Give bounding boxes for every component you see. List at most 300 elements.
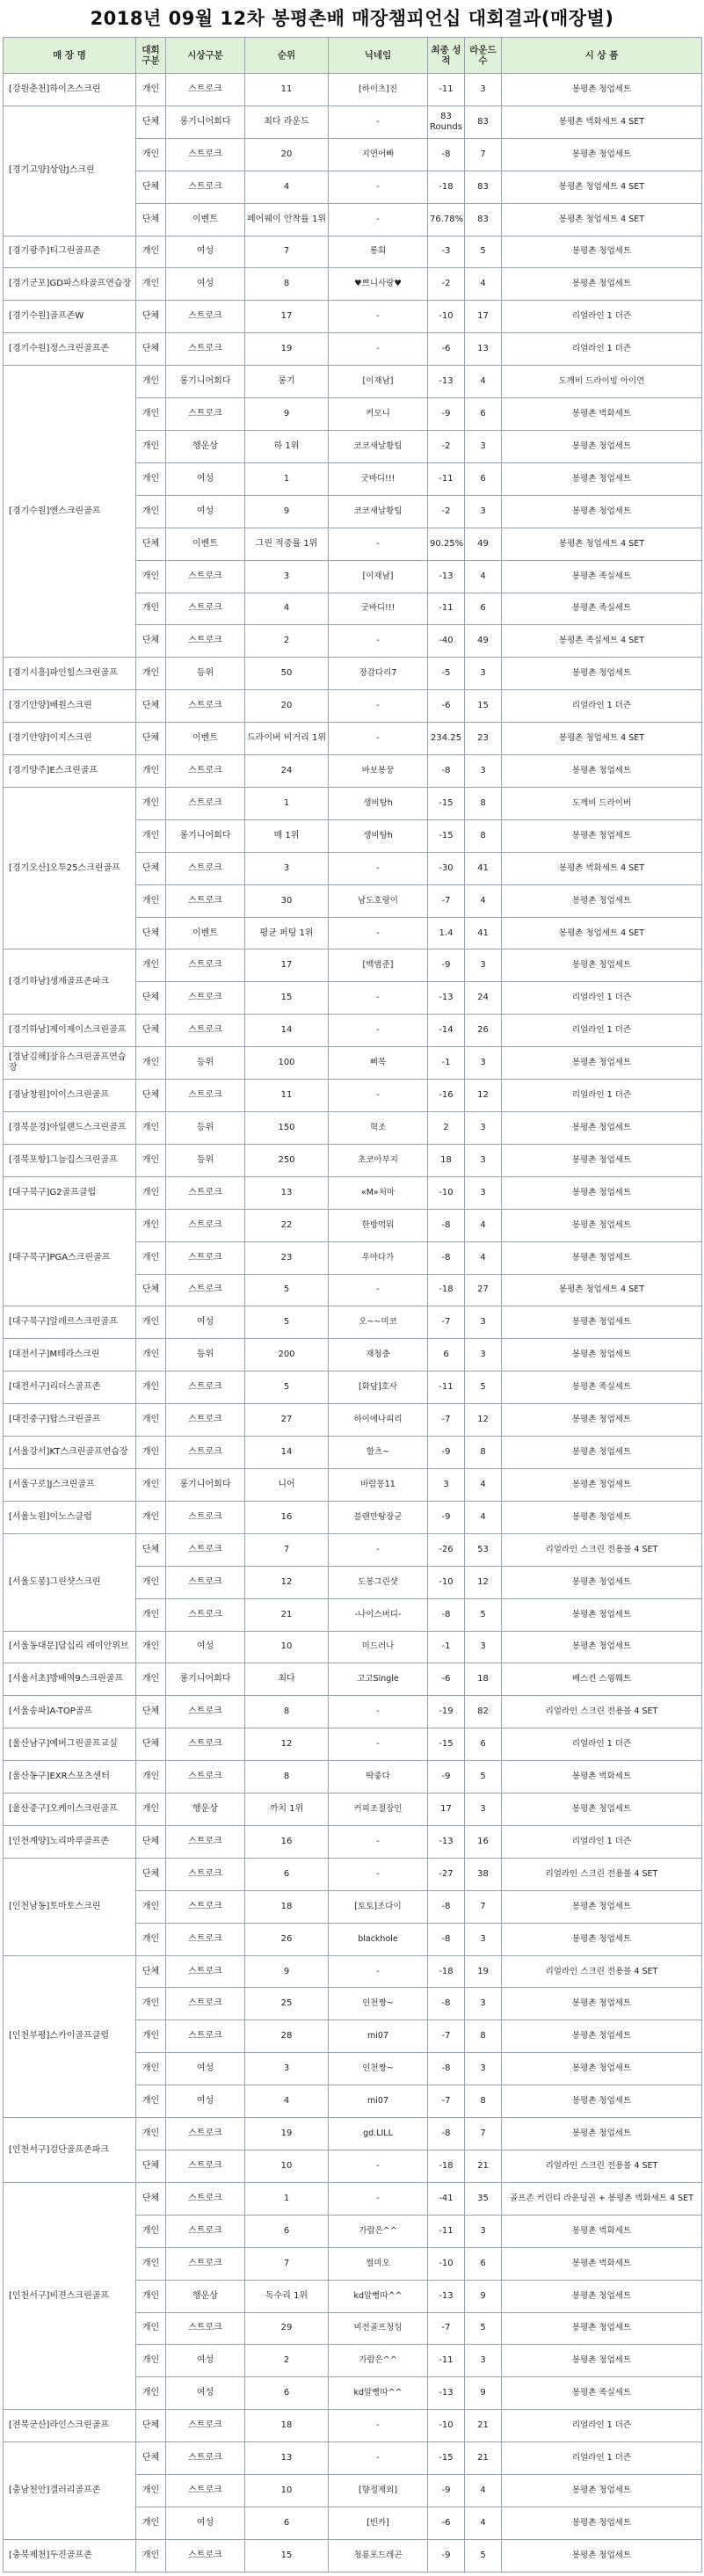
final-score-cell: -9	[428, 1501, 465, 1533]
final-score-cell: 3	[428, 1468, 465, 1501]
prize-cell: 베스컨 스윙웨트	[502, 1663, 702, 1696]
award-type-cell: 스트로크	[166, 138, 245, 171]
division-cell: 개인	[136, 74, 166, 106]
nickname-cell: -	[329, 171, 428, 203]
store-name-cell: [경기하남]생재골프존파크	[4, 950, 136, 1015]
division-cell: 단체	[136, 1696, 166, 1728]
nickname-cell: -	[329, 723, 428, 755]
store-name-cell: [울산남구]예버그린골프교실	[4, 1728, 136, 1761]
final-score-cell: -18	[428, 1955, 465, 1988]
final-score-cell: -40	[428, 625, 465, 658]
rounds-cell: 3	[465, 1047, 502, 1080]
award-type-cell: 여성	[166, 1631, 245, 1663]
store-name-cell: [경기광주]티그린골프존	[4, 236, 136, 268]
table-row	[4, 2410, 702, 2442]
table-row	[4, 106, 702, 138]
rank-cell: 페어웨이 안착률 1위	[245, 203, 329, 236]
rounds-cell: 3	[465, 950, 502, 982]
division-cell: 개인	[136, 2247, 166, 2280]
award-type-cell: 롱기니어회다	[166, 366, 245, 398]
division-cell: 개인	[136, 755, 166, 788]
prize-cell: 리얼라인 1 더즌	[502, 982, 702, 1015]
award-type-cell: 여성	[166, 2507, 245, 2539]
award-type-cell: 롱기니어회다	[166, 819, 245, 852]
prize-cell: 봉평촌 청업세트	[502, 1631, 702, 1663]
store-name-cell: [서울서초]방배역9스크린골프	[4, 1663, 136, 1696]
prize-cell: 도깨비 드라이버	[502, 787, 702, 819]
division-cell: 단체	[136, 1728, 166, 1761]
award-type-cell: 스트로크	[166, 2312, 245, 2345]
nickname-cell: -	[329, 852, 428, 884]
rank-cell: 2	[245, 2345, 329, 2377]
nickname-cell: 굿바디!!!	[329, 462, 428, 495]
award-type-cell: 스트로크	[166, 1404, 245, 1437]
table-row	[4, 950, 702, 982]
table-row	[4, 2539, 702, 2572]
rounds-cell: 38	[465, 1858, 502, 1890]
final-score-cell: -13	[428, 366, 465, 398]
award-type-cell: 등위	[166, 1339, 245, 1372]
nickname-cell: -	[329, 1533, 428, 1566]
nickname-cell: -	[329, 1858, 428, 1890]
store-name-cell: [경남김해]장유스크린골프연습장	[4, 1047, 136, 1080]
nickname-cell: 재청충	[329, 1339, 428, 1372]
rounds-cell: 6	[465, 2247, 502, 2280]
rounds-cell: 5	[465, 236, 502, 268]
division-cell: 개인	[136, 1112, 166, 1145]
prize-cell: 봉평촌 청업세트	[502, 2507, 702, 2539]
prize-cell: 봉평촌 청업세트	[502, 1468, 702, 1501]
prize-cell: 봉평촌 족실세트	[502, 593, 702, 625]
final-score-cell: -10	[428, 301, 465, 333]
prize-cell: 봉평촌 청업세트	[502, 268, 702, 301]
header-store: 매 장 명	[4, 38, 136, 74]
final-score-cell: -6	[428, 2507, 465, 2539]
prize-cell: 봉평촌 청업세트	[502, 2312, 702, 2345]
rank-cell: 하 1위	[245, 430, 329, 462]
award-type-cell: 스트로크	[166, 2215, 245, 2247]
rank-cell: 4	[245, 593, 329, 625]
division-cell: 단체	[136, 528, 166, 560]
final-score-cell: -18	[428, 171, 465, 203]
rounds-cell: 4	[465, 2475, 502, 2507]
rank-cell: 1	[245, 462, 329, 495]
final-score-cell: -13	[428, 2280, 465, 2312]
award-type-cell: 스트로크	[166, 560, 245, 593]
rounds-cell: 41	[465, 917, 502, 950]
rounds-cell: 3	[465, 658, 502, 690]
rank-cell: 25	[245, 1988, 329, 2020]
page-title: 2018년 09월 12차 봉평촌배 매장챔피언십 대회결과(매장별)	[90, 8, 614, 29]
nickname-cell: 청룡포드레곤	[329, 2539, 428, 2572]
award-type-cell: 스트로크	[166, 1566, 245, 1598]
rounds-cell: 4	[465, 560, 502, 593]
nickname-cell: -	[329, 333, 428, 366]
final-score-cell: -8	[428, 1923, 465, 1955]
nickname-cell: 커피조절장인	[329, 1794, 428, 1826]
nickname-cell: 커모니	[329, 398, 428, 431]
rank-cell: 12	[245, 1566, 329, 1598]
nickname-cell: 코코새날황팀	[329, 430, 428, 462]
division-cell: 개인	[136, 1176, 166, 1209]
nickname-cell: 가람은^^	[329, 2345, 428, 2377]
rank-cell: 11	[245, 74, 329, 106]
table-row	[4, 690, 702, 723]
rounds-cell: 3	[465, 1306, 502, 1339]
table-row	[4, 2182, 702, 2215]
division-cell: 단체	[136, 625, 166, 658]
rounds-cell: 27	[465, 1274, 502, 1306]
store-name-cell: [경기수원]골프존W	[4, 301, 136, 333]
rounds-cell: 4	[465, 1209, 502, 1241]
division-cell: 개인	[136, 1241, 166, 1274]
award-type-cell: 스트로크	[166, 625, 245, 658]
rank-cell: 28	[245, 2020, 329, 2053]
division-cell: 단체	[136, 917, 166, 950]
rank-cell: 4	[245, 2085, 329, 2118]
rank-cell: 50	[245, 658, 329, 690]
final-score-cell: -5	[428, 658, 465, 690]
award-type-cell: 스트로크	[166, 1015, 245, 1047]
rounds-cell: 3	[465, 1339, 502, 1372]
prize-cell: 봉평촌 청업세트	[502, 1501, 702, 1533]
prize-cell: 봉평촌 청업세트	[502, 2475, 702, 2507]
final-score-cell: -3	[428, 236, 465, 268]
store-name-cell: [대전서구]리더스골프존	[4, 1372, 136, 1404]
rounds-cell: 3	[465, 74, 502, 106]
header-rounds: 라운드 수	[465, 38, 502, 74]
final-score-cell: 18	[428, 1144, 465, 1176]
prize-cell: 봉평촌 청업세트	[502, 74, 702, 106]
prize-cell: 봉평촌 청업세트	[502, 1112, 702, 1145]
final-score-cell: -9	[428, 398, 465, 431]
store-name-cell: [대구북구]PGA스크린골프	[4, 1209, 136, 1306]
rank-cell: 최다 라운드	[245, 106, 329, 138]
prize-cell: 봉평촌 청업세트	[502, 2085, 702, 2118]
nickname-cell: -	[329, 2150, 428, 2183]
final-score-cell: -15	[428, 1728, 465, 1761]
store-name-cell: [인천서구]검단골프존파크	[4, 2118, 136, 2183]
final-score-cell: -7	[428, 2020, 465, 2053]
prize-cell: 리얼라인 1 더즌	[502, 1825, 702, 1858]
division-cell: 개인	[136, 2215, 166, 2247]
award-type-cell: 스트로크	[166, 1858, 245, 1890]
final-score-cell: -11	[428, 2215, 465, 2247]
nickname-cell: 생비탕h	[329, 787, 428, 819]
award-type-cell: 스트로크	[166, 2247, 245, 2280]
rounds-cell: 3	[465, 1988, 502, 2020]
table-row	[4, 1144, 702, 1176]
nickname-cell: -	[329, 2410, 428, 2442]
final-score-cell: -6	[428, 333, 465, 366]
final-score-cell: -14	[428, 1015, 465, 1047]
prize-cell: 봉평촌 청업세트	[502, 819, 702, 852]
rounds-cell: 8	[465, 2020, 502, 2053]
final-score-cell: -26	[428, 1533, 465, 1566]
prize-cell: 리얼라인 1 더즌	[502, 1080, 702, 1112]
rank-cell: 16	[245, 1501, 329, 1533]
prize-cell: 봉평촌 청업세트	[502, 1241, 702, 1274]
nickname-cell: -	[329, 917, 428, 950]
rounds-cell: 5	[465, 1372, 502, 1404]
award-type-cell: 여성	[166, 2377, 245, 2410]
division-cell: 개인	[136, 366, 166, 398]
store-name-cell: [충남천안]갤러리골프존	[4, 2442, 136, 2540]
award-type-cell: 스트로크	[166, 2539, 245, 2572]
award-type-cell: 롱기니어회다	[166, 106, 245, 138]
award-type-cell: 스트로크	[166, 1890, 245, 1923]
division-cell: 개인	[136, 2475, 166, 2507]
table-row	[4, 1372, 702, 1404]
division-cell: 개인	[136, 2539, 166, 2572]
final-score-cell: -2	[428, 430, 465, 462]
store-name-cell: [인천남동]토마토스크린	[4, 1858, 136, 1955]
nickname-cell: 코코새날황팀	[329, 495, 428, 528]
final-score-cell: -8	[428, 2118, 465, 2150]
store-name-cell: [대전서구]M테라스크린	[4, 1339, 136, 1372]
rounds-cell: 3	[465, 1923, 502, 1955]
prize-cell: 봉평촌 청업세트	[502, 462, 702, 495]
award-type-cell: 스트로크	[166, 1728, 245, 1761]
store-name-cell: [울산동구]EXR스포츠센터	[4, 1761, 136, 1794]
nickname-cell: -	[329, 528, 428, 560]
rounds-cell: 49	[465, 625, 502, 658]
nickname-cell: 할츠~	[329, 1437, 428, 1469]
table-row	[4, 301, 702, 333]
award-type-cell: 여성	[166, 2345, 245, 2377]
table-row	[4, 2442, 702, 2475]
rank-cell: 15	[245, 2539, 329, 2572]
rank-cell: 4	[245, 171, 329, 203]
rounds-cell: 7	[465, 138, 502, 171]
rounds-cell: 53	[465, 1533, 502, 1566]
division-cell: 단체	[136, 333, 166, 366]
prize-cell: 봉평촌 청업세트	[502, 1144, 702, 1176]
table-row	[4, 1080, 702, 1112]
nickname-cell: 바보봉꿍	[329, 755, 428, 788]
rank-cell: 1	[245, 2182, 329, 2215]
rounds-cell: 16	[465, 1825, 502, 1858]
store-name-cell: [인천부평]스카이골프클럽	[4, 1955, 136, 2118]
nickname-cell: [하이츠]진	[329, 74, 428, 106]
award-type-cell: 스트로크	[166, 950, 245, 982]
award-type-cell: 등위	[166, 658, 245, 690]
final-score-cell: -9	[428, 2539, 465, 2572]
award-type-cell: 스트로크	[166, 171, 245, 203]
rank-cell: 1	[245, 787, 329, 819]
nickname-cell: 인천짱~	[329, 2053, 428, 2085]
rounds-cell: 4	[465, 1468, 502, 1501]
final-score-cell: -19	[428, 1696, 465, 1728]
nickname-cell: gd.LILL	[329, 2118, 428, 2150]
rank-cell: 2	[245, 625, 329, 658]
division-cell: 단체	[136, 1858, 166, 1890]
rank-cell: 19	[245, 2118, 329, 2150]
award-type-cell: 스트로크	[166, 1437, 245, 1469]
final-score-cell: -10	[428, 2247, 465, 2280]
division-cell: 개인	[136, 1598, 166, 1631]
rank-cell: 독수리 1위	[245, 2280, 329, 2312]
division-cell: 개인	[136, 2377, 166, 2410]
final-score-cell: -10	[428, 1176, 465, 1209]
rounds-cell: 12	[465, 1080, 502, 1112]
prize-cell: 봉평촌 청업세트	[502, 1176, 702, 1209]
prize-cell: 봉평촌 청업세트	[502, 950, 702, 982]
table-row	[4, 1306, 702, 1339]
final-score-cell: 6	[428, 1339, 465, 1372]
award-type-cell: 여성	[166, 495, 245, 528]
rounds-cell: 12	[465, 1566, 502, 1598]
division-cell: 개인	[136, 2118, 166, 2150]
rounds-cell: 3	[465, 1144, 502, 1176]
nickname-cell: 블랜만땅장군	[329, 1501, 428, 1533]
prize-cell: 봉평촌 벅화세트	[502, 398, 702, 431]
nickname-cell: 딱좋다	[329, 1761, 428, 1794]
rank-cell: 6	[245, 2377, 329, 2410]
rounds-cell: 9	[465, 2377, 502, 2410]
rounds-cell: 5	[465, 2312, 502, 2345]
table-row	[4, 236, 702, 268]
division-cell: 단체	[136, 171, 166, 203]
store-name-cell: [경기고양]상암J스크린	[4, 106, 136, 236]
rounds-cell: 23	[465, 723, 502, 755]
final-score-cell: -10	[428, 2410, 465, 2442]
table-row	[4, 1437, 702, 1469]
rank-cell: 20	[245, 690, 329, 723]
award-type-cell: 스트로크	[166, 1176, 245, 1209]
prize-cell: 봉평촌 청업세트	[502, 1306, 702, 1339]
rank-cell: 8	[245, 268, 329, 301]
prize-cell: 봉평촌 청업세트	[502, 495, 702, 528]
store-name-cell: [대전중구]탑스크린골프	[4, 1404, 136, 1437]
rounds-cell: 15	[465, 690, 502, 723]
division-cell: 개인	[136, 1988, 166, 2020]
rank-cell: 18	[245, 2410, 329, 2442]
prize-cell: 봉평촌 청업세트	[502, 2539, 702, 2572]
nickname-cell: -	[329, 1080, 428, 1112]
final-score-cell: -7	[428, 1404, 465, 1437]
store-name-cell: [경기안양]이지스크린	[4, 723, 136, 755]
nickname-cell: -	[329, 1015, 428, 1047]
table-row	[4, 1533, 702, 1566]
rank-cell: 12	[245, 1728, 329, 1761]
nickname-cell: 인천짱~	[329, 1988, 428, 2020]
final-score-cell: -15	[428, 2442, 465, 2475]
store-name-cell: [충북제천]두진골프존	[4, 2539, 136, 2572]
table-row	[4, 1858, 702, 1890]
nickname-cell: 지연어빠	[329, 138, 428, 171]
table-row	[4, 1209, 702, 1241]
rank-cell: 3	[245, 852, 329, 884]
nickname-cell: -	[329, 1955, 428, 1988]
store-name-cell: [대구북구]G2골프클럽	[4, 1176, 136, 1209]
rank-cell: 7	[245, 1533, 329, 1566]
nickname-cell: -	[329, 982, 428, 1015]
rounds-cell: 17	[465, 301, 502, 333]
rounds-cell: 8	[465, 819, 502, 852]
award-type-cell: 스트로크	[166, 884, 245, 917]
division-cell: 개인	[136, 495, 166, 528]
rank-cell: 까치 1위	[245, 1794, 329, 1826]
rank-cell: 14	[245, 1015, 329, 1047]
nickname-cell: 가람은^^	[329, 2215, 428, 2247]
division-cell: 개인	[136, 1047, 166, 1080]
nickname-cell: [이재남]	[329, 560, 428, 593]
rounds-cell: 83	[465, 171, 502, 203]
rounds-cell: 83	[465, 106, 502, 138]
nickname-cell: -	[329, 106, 428, 138]
nickname-cell: mi07	[329, 2085, 428, 2118]
nickname-cell: 미드러나	[329, 1631, 428, 1663]
award-type-cell: 스트로크	[166, 1080, 245, 1112]
division-cell: 개인	[136, 1209, 166, 1241]
final-score-cell: -13	[428, 2377, 465, 2410]
rounds-cell: 4	[465, 1241, 502, 1274]
store-name-cell: [경기양주]E스크린골프	[4, 755, 136, 788]
award-type-cell: 이벤트	[166, 203, 245, 236]
store-name-cell: [경기오산]오투25스크린골프	[4, 787, 136, 950]
rounds-cell: 3	[465, 2345, 502, 2377]
nickname-cell: 혁조	[329, 1112, 428, 1145]
header-rank: 순위	[245, 38, 329, 74]
prize-cell: 봉평촌 청업세트 4 SET	[502, 203, 702, 236]
rank-cell: 200	[245, 1339, 329, 1372]
award-type-cell: 스트로크	[166, 787, 245, 819]
division-cell: 개인	[136, 1566, 166, 1598]
award-type-cell: 여성	[166, 236, 245, 268]
store-name-cell: [인천서구]비젼스크린골프	[4, 2182, 136, 2409]
rank-cell: 5	[245, 1274, 329, 1306]
header-award-type: 시상구분	[166, 38, 245, 74]
rounds-cell: 5	[465, 1598, 502, 1631]
nickname-cell: -	[329, 625, 428, 658]
prize-cell: 봉평촌 청업세트	[502, 430, 702, 462]
nickname-cell: -	[329, 2182, 428, 2215]
rounds-cell: 5	[465, 2539, 502, 2572]
division-cell: 개인	[136, 138, 166, 171]
division-cell: 개인	[136, 1631, 166, 1663]
rounds-cell: 21	[465, 2410, 502, 2442]
rounds-cell: 4	[465, 366, 502, 398]
rank-cell: 150	[245, 1112, 329, 1145]
rank-cell: 롱기	[245, 366, 329, 398]
final-score-cell: -8	[428, 138, 465, 171]
rank-cell: 최다	[245, 1663, 329, 1696]
award-type-cell: 스트로크	[166, 74, 245, 106]
final-score-cell: -8	[428, 2053, 465, 2085]
division-cell: 단체	[136, 203, 166, 236]
rounds-cell: 3	[465, 1176, 502, 1209]
store-name-cell: [경기시흥]파인힐스크린골프	[4, 658, 136, 690]
nickname-cell: kd알뻥따^^	[329, 2377, 428, 2410]
nickname-cell: ♥쁘니사랑♥	[329, 268, 428, 301]
final-score-cell: -9	[428, 950, 465, 982]
rank-cell: 13	[245, 2442, 329, 2475]
rank-cell: 29	[245, 2312, 329, 2345]
division-cell: 개인	[136, 2345, 166, 2377]
award-type-cell: 스트로크	[166, 1533, 245, 1566]
award-type-cell: 스트로크	[166, 593, 245, 625]
store-name-cell: [인천계양]노리마루골프존	[4, 1825, 136, 1858]
award-type-cell: 행운상	[166, 430, 245, 462]
store-name-cell: [경북포항]그늘집스크린골프	[4, 1144, 136, 1176]
rounds-cell: 7	[465, 1890, 502, 1923]
division-cell: 개인	[136, 819, 166, 852]
nickname-cell: [향정제외]	[329, 2475, 428, 2507]
table-row	[4, 658, 702, 690]
nickname-cell: 바람몽11	[329, 1468, 428, 1501]
store-name-cell: [서울동대문]답십리 레이안위브	[4, 1631, 136, 1663]
